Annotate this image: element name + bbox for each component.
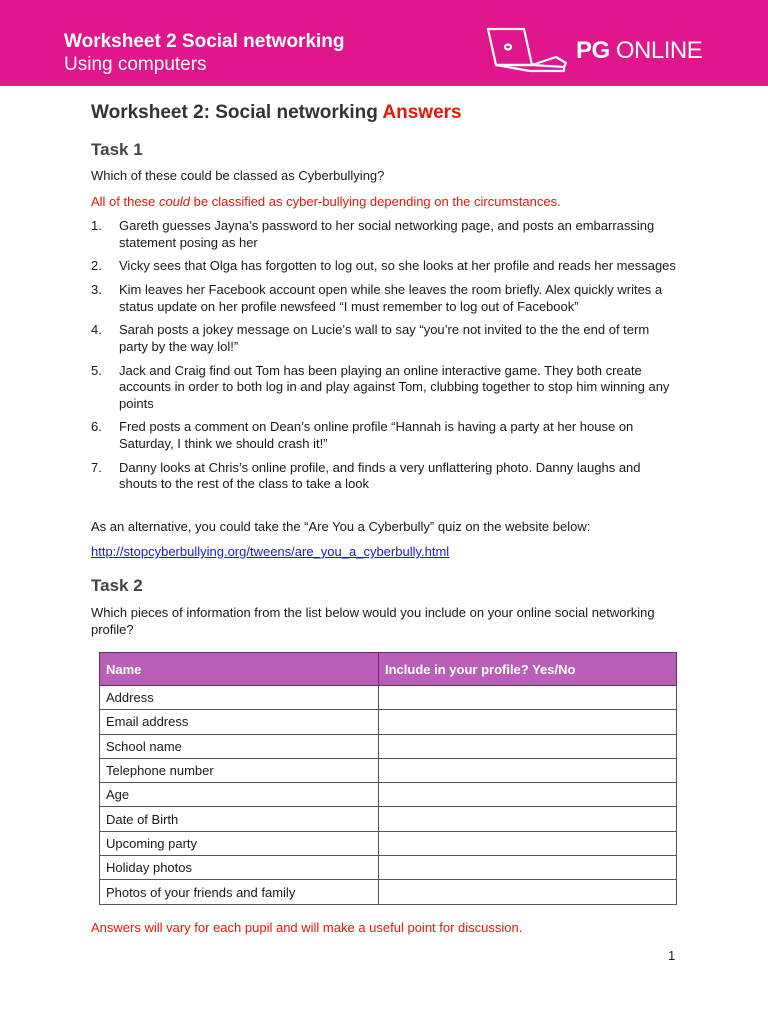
table-row [100, 880, 677, 904]
task1-question: Which of these could be classed as Cyberbullying? [91, 168, 385, 183]
table-cell-answer[interactable] [379, 880, 677, 904]
table-cell-name: Upcoming party [100, 831, 379, 855]
worksheet-title: Worksheet 2 Social networking [64, 31, 345, 52]
header-banner [0, 0, 768, 86]
task1-heading: Task 1 [91, 140, 143, 159]
pg-online-logo: PG ONLINE [576, 37, 703, 64]
table-cell-answer[interactable] [379, 831, 677, 855]
table-cell-name: Email address [100, 710, 379, 734]
table-cell-name: Photos of your friends and family [100, 880, 379, 904]
table-cell-answer[interactable] [379, 783, 677, 807]
answers-label: Answers [382, 102, 462, 123]
table-row [100, 856, 677, 880]
list-item: 1. Gareth guesses Jayna’s password to her social networking page, and posts an embarrassing statement posing as her [91, 218, 655, 250]
table-cell-name: Date of Birth [100, 807, 379, 831]
list-item: 5. Jack and Craig find out Tom has been playing an online interactive game. They both create accounts in order to both log in and play against Tom, clubbing together to stop him winning any points [91, 362, 670, 411]
scenario-list [91, 218, 681, 500]
quiz-link-line [91, 544, 681, 561]
table-cell-name: Address [100, 686, 379, 710]
column-header-include: Include in your profile? Yes/No [379, 653, 677, 686]
table-cell-name: School name [100, 734, 379, 758]
list-item: 2. Vicky sees that Olga has forgotten to log out, so she looks at her profile and reads her messages [91, 258, 676, 274]
table-row [100, 734, 677, 758]
table-row [100, 807, 677, 831]
table-row [100, 783, 677, 807]
column-header-name: Name [100, 653, 379, 686]
laptop-icon [484, 27, 568, 77]
list-item: 6. Fred posts a comment on Dean’s online profile “Hannah is having a party at her house on Saturday, I think we should crash it!” [91, 419, 634, 451]
profile-info-table [99, 652, 677, 905]
table-cell-name: Age [100, 783, 379, 807]
table-row [100, 758, 677, 782]
list-item: 3. Kim leaves her Facebook account open while she leaves the room briefly. Alex quickly writes a status update on her profile newsfeed “I must remember to log out of Facebook” [91, 282, 663, 314]
table-cell-answer[interactable] [379, 734, 677, 758]
table-cell-name: Holiday photos [100, 856, 379, 880]
list-item: 4. Sarah posts a jokey message on Lucie’s wall to say “you’re not invited to the the end of term party by the way lol!” [91, 322, 650, 354]
quiz-link[interactable]: http://stopcyberbullying.org/tweens/are_you_a_cyberbully.html [91, 544, 450, 559]
table-cell-answer[interactable] [379, 856, 677, 880]
table-cell-answer[interactable] [379, 758, 677, 782]
task1-answer: All of these could be classified as cyber-bullying depending on the circumstances. [91, 194, 561, 209]
page-number: 1 [668, 948, 676, 963]
table-row [100, 686, 677, 710]
worksheet-subtitle: Using computers [64, 54, 207, 75]
alternative-text: As an alternative, you could take the “Are You a Cyberbully” quiz on the website below: [91, 519, 591, 534]
table-cell-name: Telephone number [100, 758, 379, 782]
task2-question: Which pieces of information from the list below would you include on your online social networking profile? [91, 605, 655, 637]
task2-answer-note: Answers will vary for each pupil and will make a useful point for discussion. [91, 920, 523, 935]
table-header-row [100, 653, 677, 686]
list-item: 7. Danny looks at Chris’s online profile, and finds a very unflattering photo. Danny laughs and shouts to the rest of the class to take a look [91, 459, 641, 492]
table-cell-answer[interactable] [379, 686, 677, 710]
table-row [100, 710, 677, 734]
page-heading: Worksheet 2: Social networking Answers [91, 102, 462, 123]
table-cell-answer[interactable] [379, 807, 677, 831]
task2-heading: Task 2 [91, 576, 143, 595]
table-row [100, 831, 677, 855]
table-cell-answer[interactable] [379, 710, 677, 734]
